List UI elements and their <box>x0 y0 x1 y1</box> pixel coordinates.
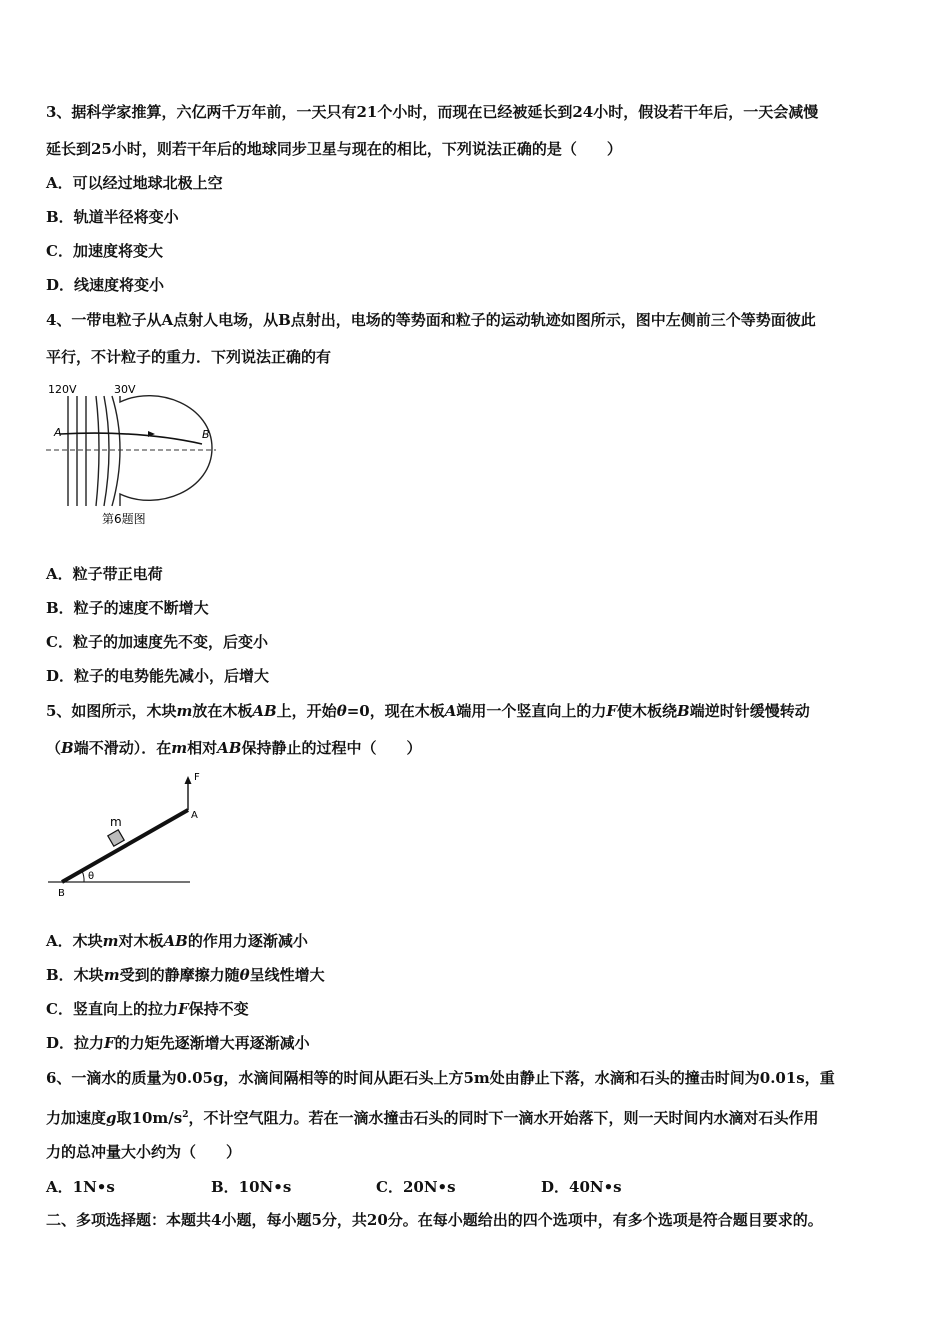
q5-angle-arc <box>82 871 84 882</box>
q6-stem-line2 <box>46 1105 818 1128</box>
q5-text: 对木板 <box>118 932 164 950</box>
q5-label-m: m <box>110 815 122 829</box>
q5-text: 相对 <box>187 739 218 757</box>
q4-figure-caption: 第6题图 <box>102 512 146 526</box>
q5-text: 呈线性增大 <box>249 966 325 984</box>
q6-option-b: B．10N•s <box>211 1178 292 1196</box>
q5-stem-line1 <box>46 701 810 721</box>
q5-text: 端不滑动）．在 <box>73 739 172 757</box>
q5-text: 5、如图所示，木块 <box>46 702 177 720</box>
q5-label-theta: θ <box>88 871 95 882</box>
q5-text: 端用一个竖直向上的力 <box>456 702 607 720</box>
q5-var-ab: AB <box>163 932 188 950</box>
q5-text: 放在木板 <box>192 702 253 720</box>
q4-option-b: B．粒子的速度不断增大 <box>46 599 209 617</box>
q5-text: 使木板绕 <box>617 702 678 720</box>
q6-superscript: 2 <box>182 1110 189 1120</box>
q5-label-f: F <box>194 772 200 783</box>
q5-force-arrow <box>185 776 192 784</box>
q5-text: 的作用力逐渐减小 <box>187 932 308 950</box>
q5-var-m: m <box>102 932 119 950</box>
q4-option-d: D．粒子的电势能先减小，后增大 <box>46 667 270 685</box>
q4-option-a: A．粒子带正电荷 <box>46 565 163 583</box>
q5-text: 端逆时针缓慢转动 <box>689 702 810 720</box>
q5-label-b: B <box>58 888 65 899</box>
section-2-heading: 二、多项选择题：本题共4小题，每小题5分，共20分。在每小题给出的四个选项中，有多个选项是符合题目要求的。 <box>46 1211 823 1229</box>
q5-var-m: m <box>171 739 188 757</box>
q6-option-d: D．40N•s <box>541 1178 622 1196</box>
q5-text: C．竖直向上的拉力 <box>46 1000 178 1018</box>
q4-equipotential-lines <box>68 396 212 506</box>
q5-var-theta: θ <box>239 966 250 984</box>
q4-point-b: B <box>202 428 210 441</box>
q5-text: （ <box>46 739 62 757</box>
q5-stem-line2 <box>46 738 421 758</box>
q6-option-a: A．1N•s <box>46 1178 115 1196</box>
q4-point-a: A <box>54 426 62 439</box>
q4-label-120v: 120V <box>48 383 77 396</box>
q5-option-c <box>46 999 249 1019</box>
q5-inclined-board-figure <box>40 768 210 900</box>
q6-stem-line1: 6、一滴水的质量为0.05g，水滴间隔相等的时间从距石头上方5m处由静止下落，水滴和石头的撞击时间为0.01s，重 <box>46 1069 835 1087</box>
q6-option-c: C．20N•s <box>376 1178 456 1196</box>
q5-text: 上，开始 <box>276 702 337 720</box>
q6-var-g: g <box>106 1109 117 1127</box>
q5-var-b: B <box>61 739 74 757</box>
q5-text: D．拉力 <box>46 1034 105 1052</box>
q6-stem-line3: 力的总冲量大小约为（ ） <box>46 1143 242 1161</box>
q5-text: 保持静止的过程中（ ） <box>241 739 422 757</box>
q5-var-ab: AB <box>252 702 277 720</box>
q5-text: B．木块 <box>46 966 104 984</box>
q3-stem-line1: 3、据科学家推算，六亿两千万年前，一天只有21个小时，而现在已经被延长到24小时，假设若干年后，一天会减慢 <box>46 103 819 121</box>
q5-text: A．木块 <box>46 932 103 950</box>
q5-option-b <box>46 965 325 985</box>
q4-trajectory <box>60 433 202 444</box>
q5-text: 的力矩先逐渐增大再逐渐减小 <box>114 1034 310 1052</box>
q5-board-ab <box>62 810 188 882</box>
q5-block-m <box>108 830 124 846</box>
q4-label-30v: 30V <box>114 383 136 396</box>
q3-option-c: C．加速度将变大 <box>46 242 163 260</box>
q4-option-c: C．粒子的加速度先不变，后变小 <box>46 633 268 651</box>
q5-text: 保持不变 <box>188 1000 249 1018</box>
q6-text: ，不计空气阻力。若在一滴水撞击石头的同时下一滴水开始落下，则一天时间内水滴对石头作用 <box>188 1109 819 1127</box>
q5-var-a: A <box>444 702 457 720</box>
q3-option-b: B．轨道半径将变小 <box>46 208 179 226</box>
q4-equipotential-figure <box>40 378 230 530</box>
q5-var-f: F <box>606 702 618 720</box>
q5-var-ab: AB <box>217 739 242 757</box>
q5-var-m: m <box>176 702 193 720</box>
q3-option-d: D．线速度将变小 <box>46 276 165 294</box>
q5-label-a: A <box>191 810 198 821</box>
q4-stem-line1: 4、一带电粒子从A点射人电场，从B点射出，电场的等势面和粒子的运动轨迹如图所示，图中左侧前三个等势面彼此 <box>46 311 816 329</box>
q6-text: 力加速度 <box>46 1109 107 1127</box>
q5-var-m: m <box>103 966 120 984</box>
q5-var-theta: θ <box>336 702 347 720</box>
q5-option-a <box>46 931 308 951</box>
q6-text: 取10m/s <box>116 1109 183 1127</box>
q3-option-a: A．可以经过地球北极上空 <box>46 174 223 192</box>
q5-var-f: F <box>104 1034 115 1052</box>
q5-text: =0，现在木板 <box>346 702 445 720</box>
q5-text: 受到的静摩擦力随 <box>119 966 240 984</box>
q5-option-d <box>46 1033 310 1053</box>
q4-stem-line2: 平行，不计粒子的重力．下列说法正确的有 <box>46 348 332 366</box>
q5-var-f: F <box>177 1000 189 1018</box>
q5-var-b: B <box>677 702 690 720</box>
q3-stem-line2: 延长到25小时，则若干年后的地球同步卫星与现在的相比，下列说法正确的是（ ） <box>46 140 622 158</box>
q6-options-row <box>46 1176 746 1196</box>
